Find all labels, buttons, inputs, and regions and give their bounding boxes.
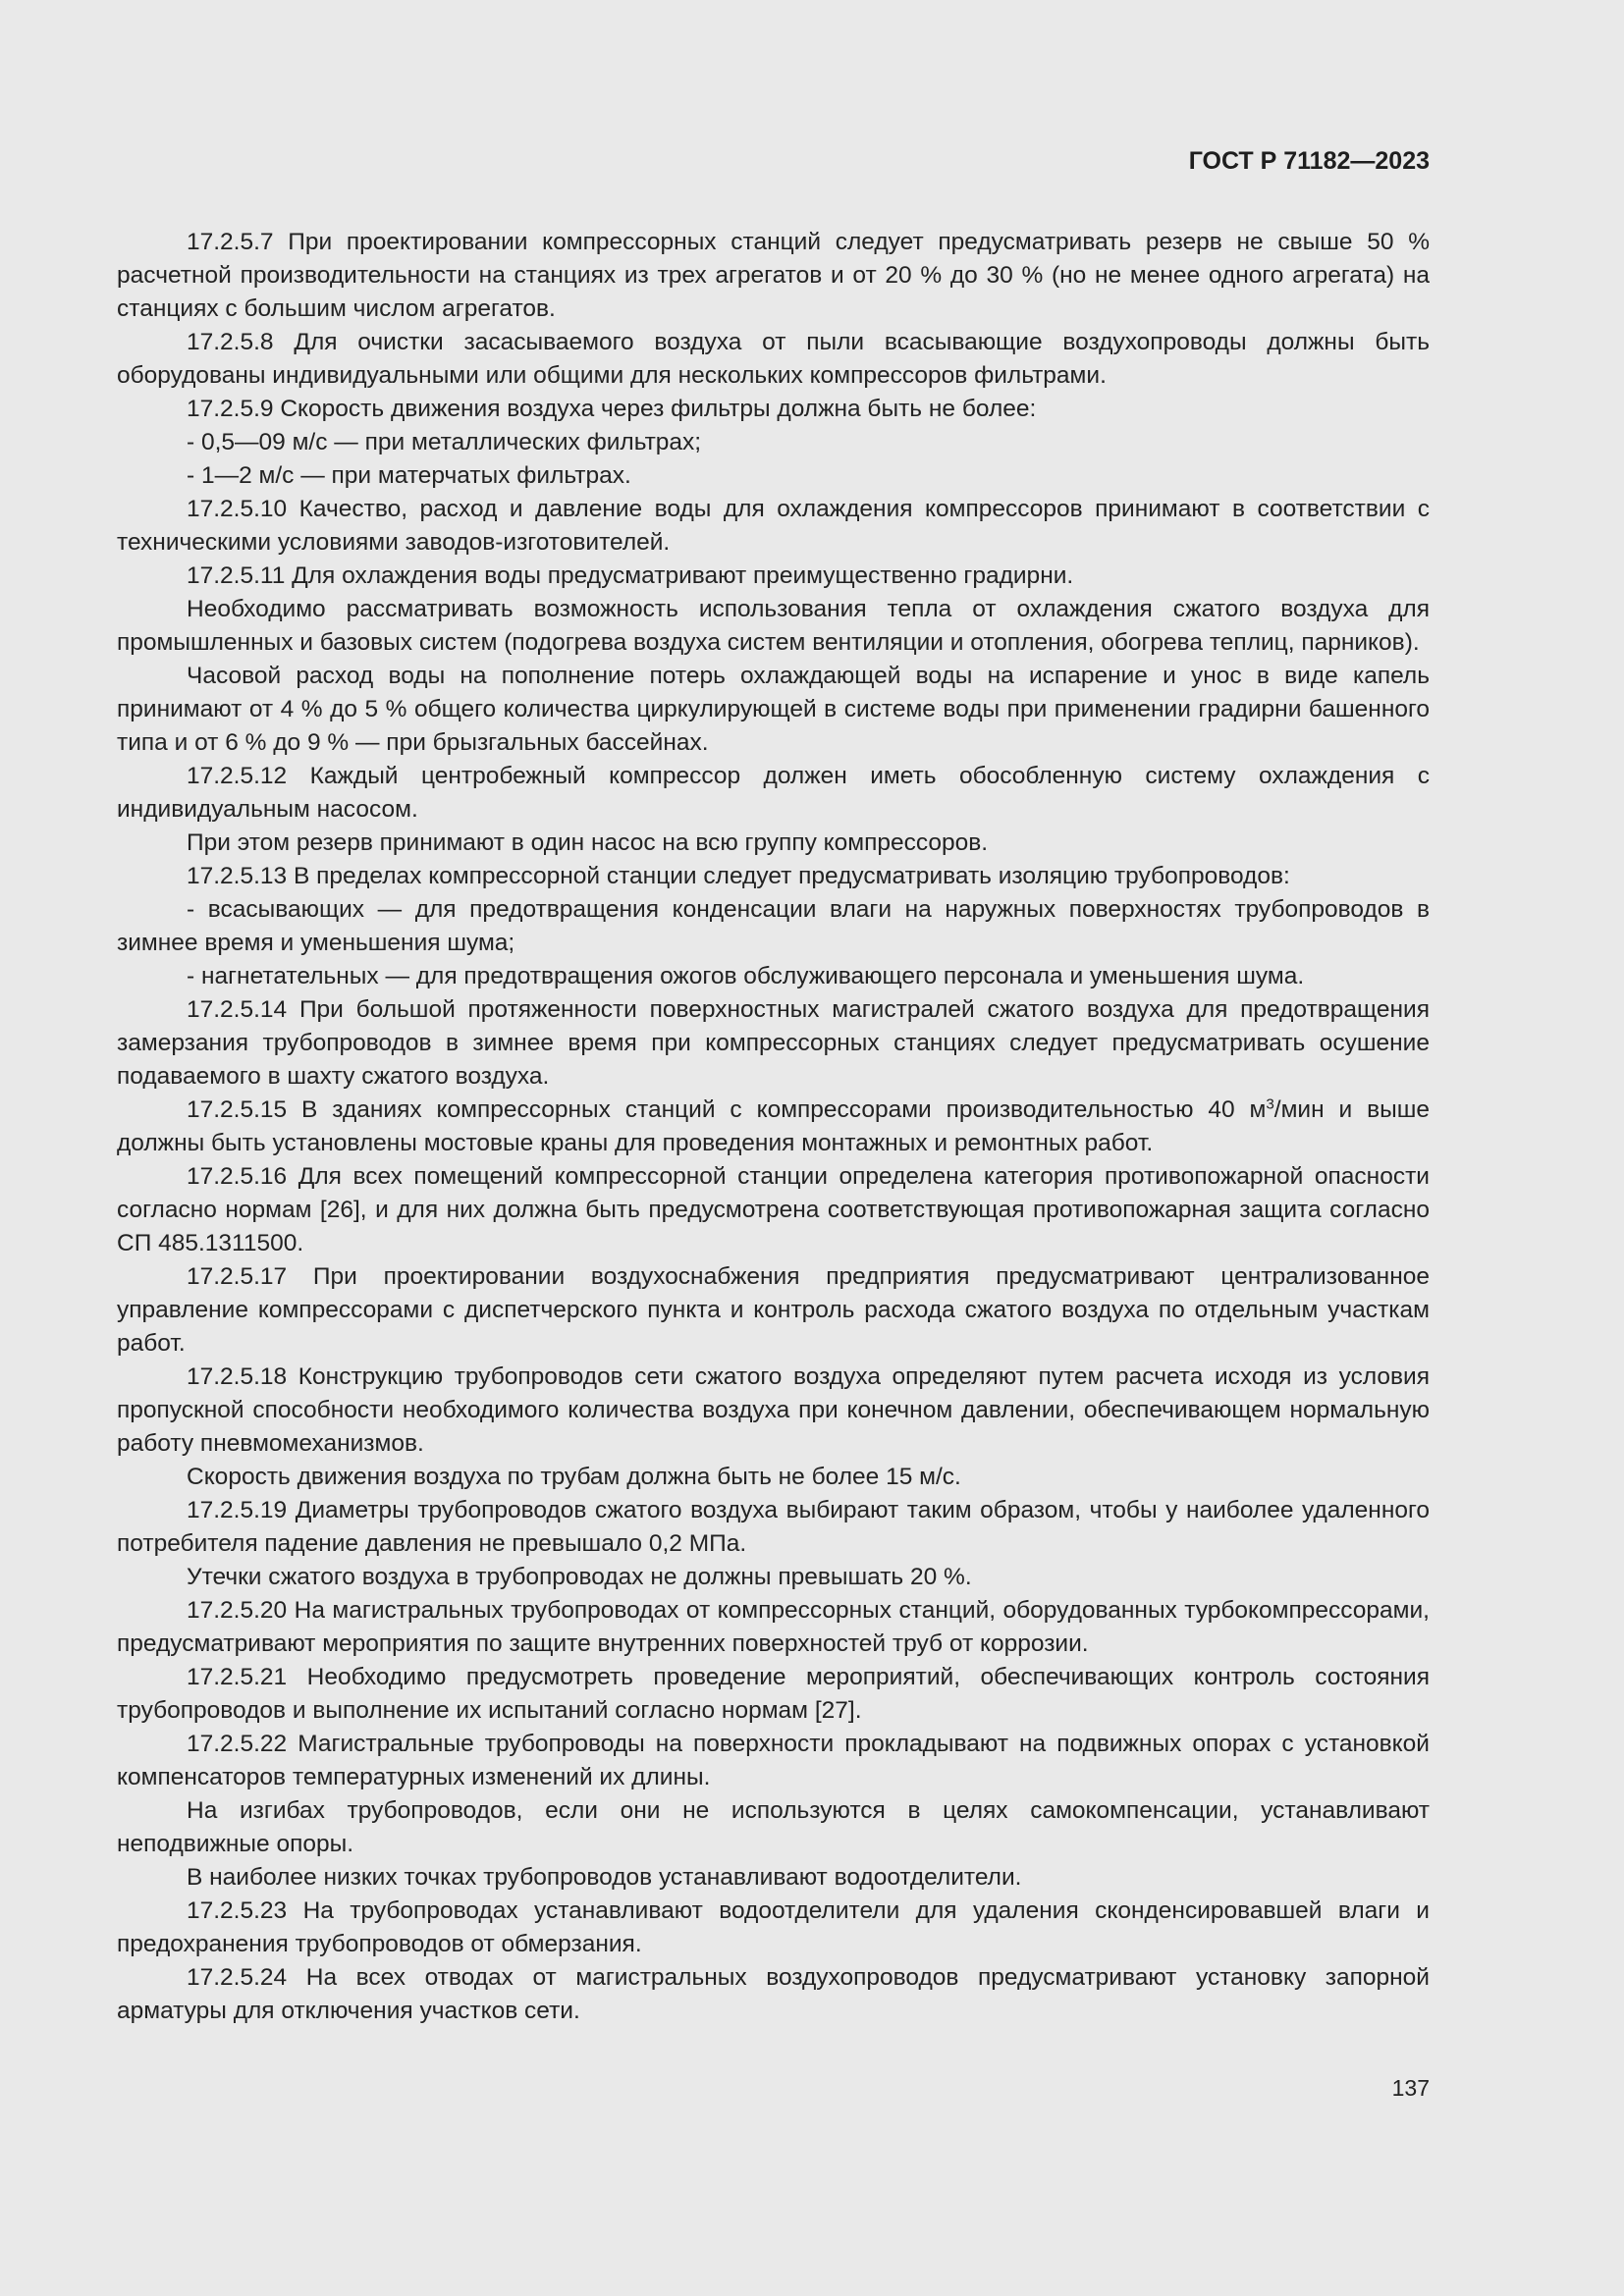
superscript-exponent: 3 [1266,1095,1274,1113]
paragraph: 17.2.5.13 В пределах компрессорной станции следует предусматривать изоляцию трубопроводов: [187,863,1290,889]
paragraph: 17.2.5.17 При проектировании воздухоснабжения предприятия предусматривают централизованное управление компрессорами с диспетчерского пункта и контроль расхода сжатого воздуха по отдельным участкам работ. [117,1263,1430,1357]
paragraph: 17.2.5.24 На всех отводах от магистральных воздухопроводов предусматривают установку запорной арматуры для отключения участков сети. [117,1964,1430,2024]
paragraph: Необходимо рассматривать возможность использования тепла от охлаждения сжатого воздуха для промышленных и базовых систем (подогрева воздуха систем вентиляции и отопления, обогрева теплиц, парников). [117,596,1430,656]
paragraph: 17.2.5.19 Диаметры трубопроводов сжатого воздуха выбирают таким образом, чтобы у наиболее удаленного потребителя падение давления не превышало 0,2 МПа. [117,1497,1430,1557]
list-item: - нагнетательных — для предотвращения ожогов обслуживающего персонала и уменьшения шума. [187,963,1305,989]
paragraph: Утечки сжатого воздуха в трубопроводах не должны превышать 20 %. [187,1564,972,1590]
page-number: 137 [1391,2075,1430,2101]
paragraph: 17.2.5.10 Качество, расход и давление воды для охлаждения компрессоров принимают в соответствии с техническими условиями заводов-изготовителей. [117,496,1430,556]
paragraph: 17.2.5.12 Каждый центробежный компрессор должен иметь обособленную систему охлаждения с индивидуальным насосом. [117,763,1430,823]
document-body [117,226,1430,2028]
paragraph: 17.2.5.22 Магистральные трубопроводы на поверхности прокладывают на подвижных опорах с установкой компенсаторов температурных изменений их длины. [117,1731,1430,1790]
document-code-header: ГОСТ Р 71182—2023 [1188,147,1430,175]
paragraph-text-before: 17.2.5.15 В зданиях компрессорных станций с компрессорами производительностью 40 м [187,1096,1267,1123]
paragraph: 17.2.5.14 При большой протяженности поверхностных магистралей сжатого воздуха для предотвращения замерзания трубопроводов в зимнее время при компрессорных станциях следует предусматривать осушение подаваемого в шахту сжатого воздуха. [117,996,1430,1090]
list-item: - всасывающих — для предотвращения конденсации влаги на наружных поверхностях трубопроводов в зимнее время и уменьшения шума; [117,896,1430,956]
paragraph: 17.2.5.8 Для очистки засасываемого воздуха от пыли всасывающие воздухопроводы должны быть оборудованы индивидуальными или общими для нескольких компрессоров фильтрами. [117,329,1430,389]
paragraph: В наиболее низких точках трубопроводов устанавливают водоотделители. [187,1864,1022,1891]
paragraph: При этом резерв принимают в один насос на всю группу компрессоров. [187,829,989,856]
paragraph: 17.2.5.16 Для всех помещений компрессорной станции определена категория противопожарной опасности согласно нормам [26], и для них должна быть предусмотрена соответствующая противопожарная защита согласно СП 485.1311500. [117,1163,1430,1256]
paragraph: На изгибах трубопроводов, если они не используются в целях самокомпенсации, устанавливают неподвижные опоры. [117,1797,1430,1857]
paragraph: 17.2.5.23 На трубопроводах устанавливают водоотделители для удаления сконденсировавшей влаги и предохранения трубопроводов от обмерзания. [117,1897,1430,1957]
paragraph: 17.2.5.20 На магистральных трубопроводах от компрессорных станций, оборудованных турбокомпрессорами, предусматривают мероприятия по защите внутренних поверхностей труб от коррозии. [117,1597,1430,1657]
paragraph: 17.2.5.9 Скорость движения воздуха через фильтры должна быть не более: [187,396,1037,422]
paragraph: 17.2.5.21 Необходимо предусмотреть проведение мероприятий, обеспечивающих контроль состояния трубопроводов и выполнение их испытаний согласно нормам [27]. [117,1664,1430,1724]
list-item: - 1—2 м/с — при матерчатых фильтрах. [187,462,631,489]
paragraph: Скорость движения воздуха по трубам должна быть не более 15 м/с. [187,1464,961,1490]
paragraph-with-superscript [117,1094,1430,1160]
list-item: - 0,5—09 м/с — при металлических фильтрах; [187,429,702,455]
paragraph: 17.2.5.11 Для охлаждения воды предусматривают преимущественно градирни. [187,562,1074,589]
paragraph: 17.2.5.7 При проектировании компрессорных станций следует предусматривать резерв не свыше 50 % расчетной производительности на станциях из трех агрегатов и от 20 % до 30 % (но не менее одного агрегата) на станциях с большим числом агрегатов. [117,229,1430,322]
paragraph-text-after: /мин и выше должны быть установлены мостовые краны для проведения монтажных и ремонтных работ. [117,1096,1430,1156]
paragraph: 17.2.5.18 Конструкцию трубопроводов сети сжатого воздуха определяют путем расчета исходя из условия пропускной способности необходимого количества воздуха при конечном давлении, обеспечивающем нормальную работу пневмомеханизмов. [117,1363,1430,1457]
paragraph: Часовой расход воды на пополнение потерь охлаждающей воды на испарение и унос в виде капель принимают от 4 % до 5 % общего количества циркулирующей в системе воды при применении градирни башенного типа и от 6 % до 9 % — при брызгальных бассейнах. [117,663,1430,756]
